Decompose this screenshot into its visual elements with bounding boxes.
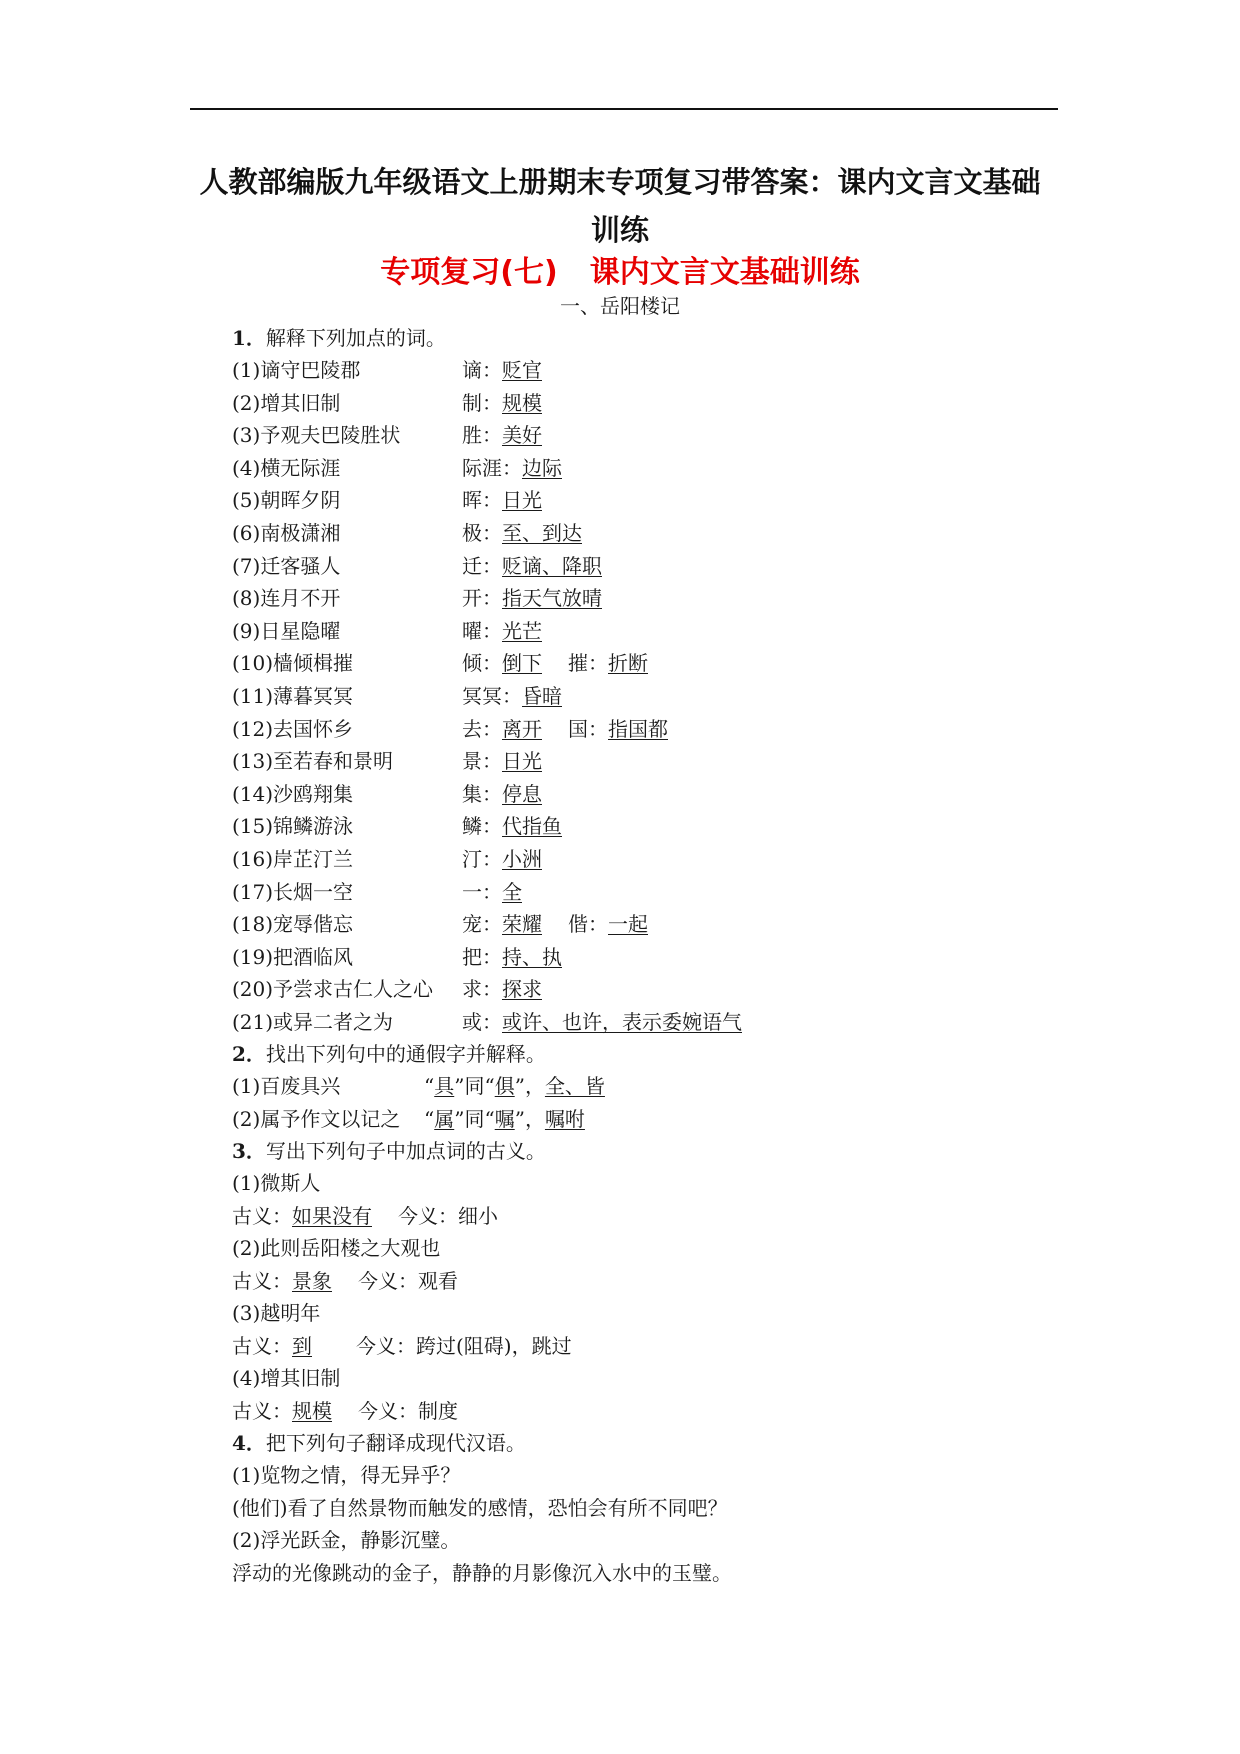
q1-item-key: 胜： [462, 423, 502, 448]
q1-item-phrase: (16)岸芷汀兰 [232, 846, 354, 871]
q3-item-ancient: 到 [292, 1333, 312, 1358]
q1-item-answer: 倒下 [502, 651, 542, 676]
q1-item [232, 745, 1052, 778]
q3-item-sentence: (2)此则岳阳楼之大观也 [232, 1236, 441, 1261]
q4-number: 4． [232, 1431, 266, 1456]
q1-item-key-2: 国： [568, 716, 608, 741]
q1-item-phrase: (14)沙鸥翔集 [232, 781, 354, 806]
q1-item-phrase: (21)或异二者之为 [232, 1009, 394, 1034]
q1-item [232, 941, 1052, 974]
q4-item-translation: 浮动的光像跳动的金子，静静的月影像沉入水中的玉璧。 [232, 1560, 732, 1585]
open-quote: “ [484, 1106, 495, 1131]
tong-label: 同 [464, 1106, 485, 1131]
q1-item [232, 843, 1052, 876]
q1-item-answer: 昏暗 [522, 683, 562, 708]
q1-item-answer: 或许、也许，表示委婉语气 [502, 1009, 742, 1034]
open-quote: “ [484, 1074, 495, 1099]
title-line-2: 训练 [590, 213, 649, 247]
q1-item-answer: 离开 [502, 716, 542, 741]
q1-item-answer: 指天气放晴 [502, 586, 602, 611]
close-quote: ” [514, 1106, 525, 1131]
q1-item [232, 713, 1052, 746]
q1-item-phrase: (1)谪守巴陵郡 [232, 358, 361, 382]
q1-item-key: 去： [462, 716, 502, 741]
q3-item-meanings [232, 1330, 1052, 1363]
q3-instruction: 写出下列句子中加点词的古义。 [265, 1139, 546, 1164]
q1-item-answer: 贬谪、降职 [502, 553, 602, 578]
q1-item-phrase: (6)南极潇湘 [232, 520, 341, 545]
q1-item-key: 谪： [462, 358, 502, 382]
q1-item-key: 极： [462, 520, 502, 545]
gu-label: 古义： [232, 1333, 292, 1358]
q1-item [232, 550, 1052, 583]
q3-item-sentence: (4)增其旧制 [232, 1366, 341, 1391]
q1-item-key: 开： [462, 586, 502, 611]
q1-item-key: 集： [462, 781, 502, 806]
q1-item-phrase: (9)日星隐曜 [232, 618, 341, 643]
q1-item [232, 778, 1052, 811]
q2-instruction: 找出下列句中的通假字并解释。 [265, 1042, 546, 1067]
q1-item-phrase: (17)长烟一空 [232, 879, 354, 904]
q2-heading [232, 1038, 1052, 1070]
q1-item [232, 387, 1052, 420]
close-quote: ” [454, 1074, 465, 1099]
q1-item-answer: 代指鱼 [502, 814, 562, 839]
q2-item-orig-char: 嘱 [494, 1106, 515, 1131]
q1-item-key: 晖： [462, 488, 502, 513]
q1-item [232, 354, 1052, 387]
q1-item [232, 680, 1052, 713]
q1-item-answer: 荣耀 [502, 912, 542, 937]
q2-item-meaning: 嘱咐 [544, 1106, 585, 1131]
q1-item [232, 647, 1052, 680]
q1-item-phrase: (7)迁客骚人 [232, 553, 341, 578]
open-quote: “ [424, 1106, 435, 1131]
gu-label: 古义： [232, 1398, 292, 1423]
q1-item-answer: 持、执 [502, 944, 562, 969]
q1-item-answer: 全 [502, 879, 522, 904]
q3-item-ancient: 规模 [292, 1398, 332, 1423]
q1-item-answer: 停息 [502, 781, 542, 806]
q3-heading [232, 1135, 1052, 1167]
q2-item-sentence: (1)百废具兴 [232, 1074, 341, 1099]
q2-item-char: 属 [434, 1106, 455, 1131]
q1-item-phrase: (8)连月不开 [232, 586, 341, 611]
q1-item-answer: 小洲 [502, 846, 542, 871]
comma: ， [524, 1106, 545, 1131]
q1-item-key: 迁： [462, 553, 502, 578]
q1-heading [232, 322, 1052, 354]
q1-item-key: 冥冥： [462, 683, 522, 708]
q3-item-ancient: 如果没有 [292, 1203, 372, 1228]
subtitle-left: 专项复习(七) [380, 255, 558, 290]
q1-item-phrase: (13)至若春和景明 [232, 749, 394, 774]
q3-number: 3． [232, 1139, 266, 1164]
q2-item-char: 具 [434, 1074, 455, 1099]
q1-item-key: 宠： [462, 912, 502, 937]
q3-item-meanings [232, 1395, 1052, 1428]
q1-item-answer: 日光 [502, 749, 542, 774]
q1-item-key: 把： [462, 944, 502, 969]
jin-label: 今义： [356, 1333, 416, 1358]
q1-item [232, 582, 1052, 615]
section-heading: 一、岳阳楼记 [560, 294, 680, 318]
q3-item-meanings [232, 1200, 1052, 1233]
comma: ， [524, 1074, 545, 1099]
q1-item [232, 973, 1052, 1006]
q1-item-key: 制： [462, 390, 502, 415]
q1-item-key-2: 偕： [568, 912, 608, 937]
q1-item-phrase: (12)去国怀乡 [232, 716, 354, 741]
q3-item-meanings [232, 1265, 1052, 1298]
q1-item [232, 1006, 1052, 1039]
q1-item-answer: 美好 [502, 423, 542, 448]
q1-item [232, 419, 1052, 452]
q4-instruction: 把下列句子翻译成现代汉语。 [265, 1431, 526, 1456]
q1-item-answer: 探求 [502, 977, 542, 1002]
gu-label: 古义： [232, 1203, 292, 1228]
tong-label: 同 [464, 1074, 485, 1099]
q1-item-phrase: (18)宠辱偕忘 [232, 912, 354, 937]
close-quote: ” [454, 1106, 465, 1131]
q1-number: 1． [232, 326, 266, 350]
top-rule [190, 108, 1058, 110]
q1-item-key: 求： [462, 977, 502, 1002]
q4-item-sentence: (1)览物之情，得无异乎？ [232, 1463, 461, 1488]
q1-item-answer: 日光 [502, 488, 542, 513]
document-title [180, 158, 1060, 254]
q1-item-phrase: (10)樯倾楫摧 [232, 651, 354, 676]
q1-item-key: 际涯： [462, 455, 522, 480]
q4-item-sentence: (2)浮光跃金，静影沉璧。 [232, 1528, 461, 1553]
q1-item-phrase: (20)予尝求古仁人之心 [232, 977, 434, 1002]
q2-item-meaning: 全、皆 [544, 1074, 605, 1099]
q1-item-key: 或： [462, 1009, 502, 1034]
q1-item [232, 908, 1052, 941]
q1-item-answer: 规模 [502, 390, 542, 415]
q1-item-key: 景： [462, 749, 502, 774]
q1-item [232, 810, 1052, 843]
open-quote: “ [424, 1074, 435, 1099]
q3-item-ancient: 景象 [292, 1268, 332, 1293]
q1-item-answer-2: 一起 [608, 912, 648, 937]
q1-item [232, 517, 1052, 550]
q1-item-answer-2: 指国都 [608, 716, 668, 741]
q1-item-phrase: (11)薄暮冥冥 [232, 683, 354, 708]
q1-item-phrase: (5)朝晖夕阴 [232, 488, 341, 513]
q3-item-modern: 制度 [418, 1398, 458, 1423]
q1-item-key: 一： [462, 879, 502, 904]
q1-item-phrase: (3)予观夫巴陵胜状 [232, 423, 401, 448]
q2-item-sentence: (2)属予作文以记之 [232, 1106, 401, 1131]
jin-label: 今义： [358, 1268, 418, 1293]
q1-item [232, 876, 1052, 909]
q1-item-answer-2: 折断 [608, 651, 648, 676]
q2-item-orig-char: 俱 [494, 1074, 515, 1099]
q1-item-phrase: (2)增其旧制 [232, 390, 341, 415]
document-subtitle [180, 253, 1060, 293]
q1-instruction: 解释下列加点的词。 [265, 326, 446, 350]
q1-item-answer: 边际 [522, 455, 562, 480]
q1-item-answer: 光芒 [502, 618, 542, 643]
q1-item [232, 615, 1052, 648]
jin-label: 今义： [398, 1203, 458, 1228]
q2-number: 2． [232, 1042, 266, 1067]
q2-item [232, 1103, 1052, 1135]
q4-item-translation: (他们)看了自然景物而触发的感情，恐怕会有所不同吧？ [232, 1495, 728, 1520]
q3-item-modern: 跨过(阻碍)，跳过 [416, 1333, 572, 1358]
q3-item-modern: 观看 [418, 1268, 458, 1293]
q3-item-modern: 细小 [458, 1203, 498, 1228]
jin-label: 今义： [358, 1398, 418, 1423]
q1-item-answer: 贬官 [502, 358, 542, 382]
q1-item-key: 汀： [462, 846, 502, 871]
q2-item [232, 1070, 1052, 1102]
q1-item-key: 鳞： [462, 814, 502, 839]
close-quote: ” [514, 1074, 525, 1099]
title-line-1: 人教部编版九年级语文上册期末专项复习带答案：课内文言文基础 [199, 165, 1041, 199]
q1-item-phrase: (15)锦鳞游泳 [232, 814, 354, 839]
q1-item-key: 曜： [462, 618, 502, 643]
q1-item-key: 倾： [462, 651, 502, 676]
q1-item-phrase: (4)横无际涯 [232, 455, 341, 480]
q1-item [232, 484, 1052, 517]
q1-item [232, 452, 1052, 485]
exercise-content [232, 322, 1052, 1589]
gu-label: 古义： [232, 1268, 292, 1293]
q4-heading [232, 1427, 1052, 1459]
subtitle-right: 课内文言文基础训练 [589, 255, 860, 290]
q3-item-sentence: (1)微斯人 [232, 1171, 321, 1196]
q1-item-answer: 至、到达 [502, 520, 582, 545]
q1-item-key-2: 摧： [568, 651, 608, 676]
q3-item-sentence: (3)越明年 [232, 1301, 321, 1326]
q1-item-phrase: (19)把酒临风 [232, 944, 354, 969]
